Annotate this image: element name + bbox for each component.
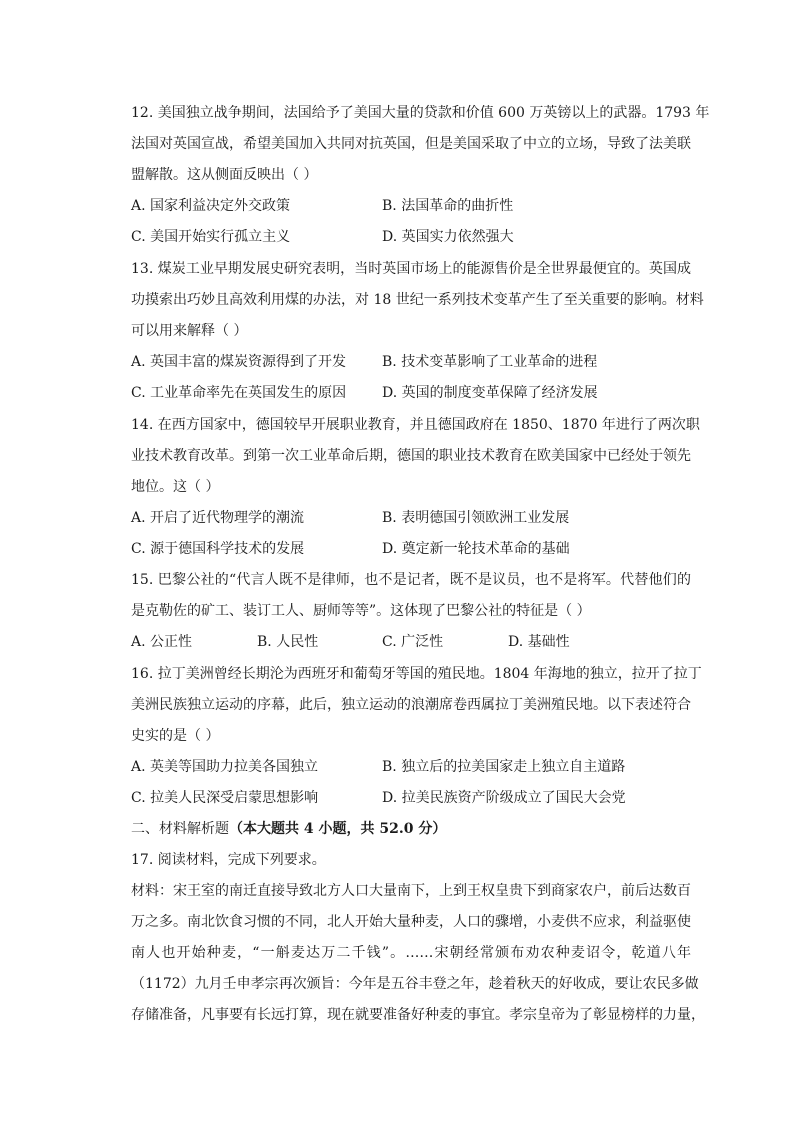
q15-option-a: A. 公正性 xyxy=(131,634,193,650)
q13-option-a: A. 英国丰富的煤炭资源得到了开发 xyxy=(131,354,347,370)
q12-option-d: D. 英国实力依然强大 xyxy=(382,229,514,245)
q15-stem-line-1: 15. 巴黎公社的“代言人既不是律师，也不是记者，既不是议员，也不是将军。代替他们的 xyxy=(131,572,691,588)
q17-material-line-2: 万之多。南北饮食习惯的不同，北人开始大量种麦，人口的骤增，小麦供不应求，利益驱使 xyxy=(131,914,691,930)
q12-stem-line-1: 12. 美国独立战争期间，法国给予了美国大量的贷款和价值 600 万英镑以上的武器。1793 年 xyxy=(131,105,710,121)
q13-stem-line-2: 功摸索出巧妙且高效利用煤的办法，对 18 世纪一系列技术变革产生了至关重要的影响。材料 xyxy=(131,292,704,308)
section-heading-prefix: 二、材料解析题 xyxy=(131,821,229,837)
q15-option-b: B. 人民性 xyxy=(257,634,319,650)
q15-option-c: C. 广泛性 xyxy=(382,634,444,650)
q16-stem-line-2: 美洲民族独立运动的序幕，此后，独立运动的浪潮席卷西属拉丁美洲殖民地。以下表述符合 xyxy=(131,697,691,713)
q12-stem-line-2: 法国对英国宣战，希望美国加入共同对抗英国，但是美国采取了中立的立场，导致了法美联 xyxy=(131,136,691,152)
q17-material-line-4: （1172）九月壬申孝宗再次颁旨：今年是五谷丰登之年，趁着秋天的好收成，要让农民多做 xyxy=(131,976,699,992)
q17-material-line-5: 存储准备，凡事要有长远打算，现在就要准备好种麦的事宜。孝宗皇帝为了彰显榜样的力量， xyxy=(131,1007,705,1023)
q16-option-b: B. 独立后的拉美国家走上独立自主道路 xyxy=(382,759,626,775)
q15-stem-line-2: 是克勒佐的矿工、装订工人、厨师等等”。这体现了巴黎公社的特征是（ ） xyxy=(131,603,591,619)
section-heading xyxy=(131,819,446,839)
q15-option-d: D. 基础性 xyxy=(508,634,570,650)
q14-option-b: B. 表明德国引领欧洲工业发展 xyxy=(382,510,570,526)
section-heading-detail: （本大题共 4 小题，共 52.0 分） xyxy=(229,821,447,837)
q13-stem-line-3: 可以用来解释（ ） xyxy=(131,323,248,339)
q14-stem-line-2: 业技术教育改革。到第一次工业革命后期，德国的职业技术教育在欧美国家中已经处于领先 xyxy=(131,448,691,464)
q12-option-c: C. 美国开始实行孤立主义 xyxy=(131,229,291,245)
q16-stem-line-3: 史实的是（ ） xyxy=(131,728,220,744)
q16-option-a: A. 英美等国助力拉美各国独立 xyxy=(131,759,319,775)
q17-material-line-1: 材料：宋王室的南迁直接导致北方人口大量南下，上到王权皇贵下到商家农户，前后达数百 xyxy=(131,883,691,899)
q16-option-d: D. 拉美民族资产阶级成立了国民大会党 xyxy=(382,790,626,806)
q13-option-b: B. 技术变革影响了工业革命的进程 xyxy=(382,354,598,370)
q14-option-d: D. 奠定新一轮技术革命的基础 xyxy=(382,541,570,557)
q17-title: 17. 阅读材料，完成下列要求。 xyxy=(131,852,326,868)
q17-material-line-3: 南人也开始种麦，“一斛麦达万二千钱”。……宋朝经常颁布劝农种麦诏令，乾道八年 xyxy=(131,945,691,961)
q14-option-a: A. 开启了近代物理学的潮流 xyxy=(131,510,305,526)
q12-option-a: A. 国家利益决定外交政策 xyxy=(131,198,291,214)
q13-stem-line-1: 13. 煤炭工业早期发展史研究表明，当时英国市场上的能源售价是全世界最便宜的。英国成 xyxy=(131,261,691,277)
q12-stem-line-3: 盟解散。这从侧面反映出（ ） xyxy=(131,167,318,183)
q14-option-c: C. 源于德国科学技术的发展 xyxy=(131,541,305,557)
q14-stem-line-3: 地位。这（ ） xyxy=(131,479,220,495)
q12-option-b: B. 法国革命的曲折性 xyxy=(382,198,514,214)
q14-stem-line-1: 14. 在西方国家中，德国较早开展职业教育，并且德国政府在 1850、1870 年进行了两次职 xyxy=(131,417,700,433)
q16-option-c: C. 拉美人民深受启蒙思想影响 xyxy=(131,790,319,806)
q13-option-c: C. 工业革命率先在英国发生的原因 xyxy=(131,385,347,401)
q16-stem-line-1: 16. 拉丁美洲曾经长期沦为西班牙和葡萄牙等国的殖民地。1804 年海地的独立，拉开了拉丁 xyxy=(131,666,702,682)
q13-option-d: D. 英国的制度变革保障了经济发展 xyxy=(382,385,598,401)
